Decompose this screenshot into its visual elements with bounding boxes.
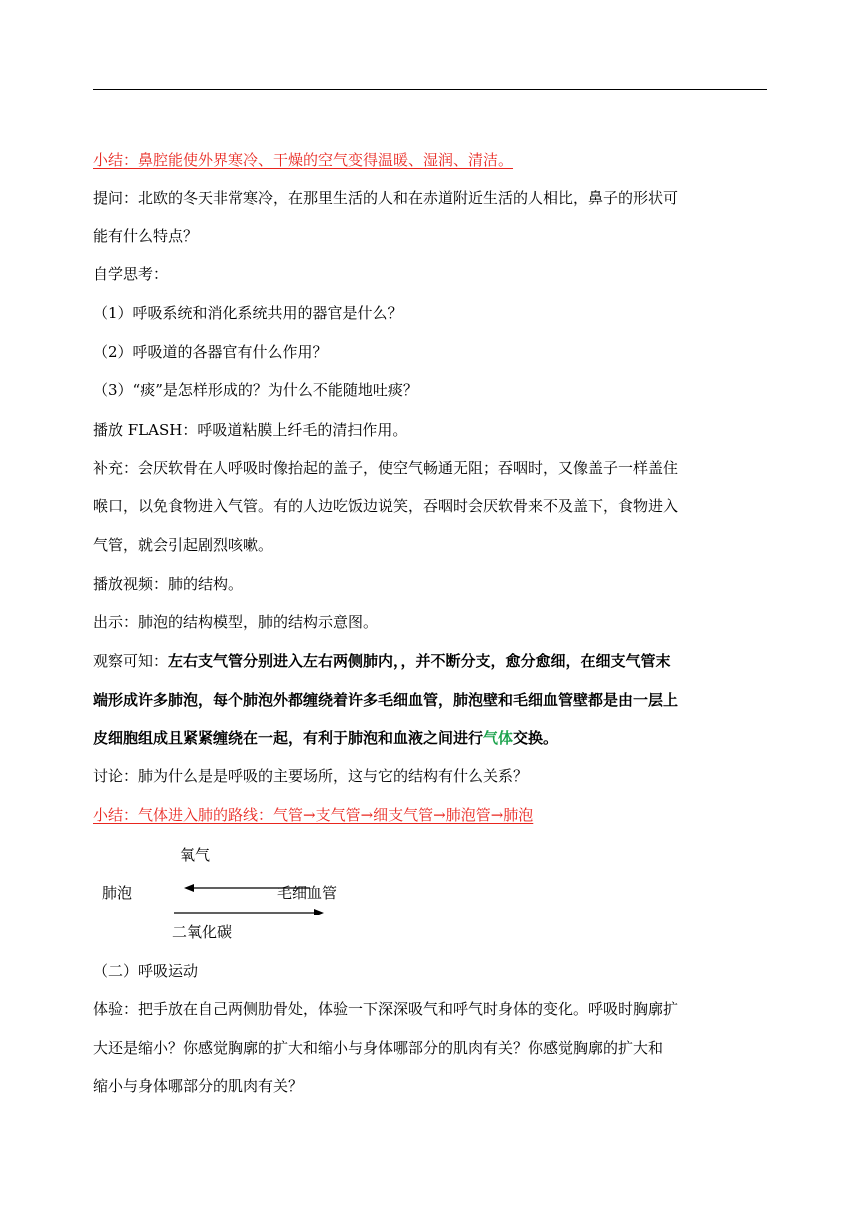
experience-line-3: 缩小与身体哪部分的肌肉有关？ [93, 1077, 304, 1095]
observe-gas-highlight: 气体 [483, 729, 514, 747]
observe-text-1: 左右支气管分别进入左右两侧肺内，，并不断分支，愈分愈细，在细支气管末 [168, 652, 671, 670]
self-study-title: 自学思考： [93, 265, 169, 283]
gas-exchange-arrows [170, 875, 330, 915]
oxygen-arrow-left [184, 884, 310, 892]
supplement-line-2: 喉口，以免食物进入气管。有的人边吃饭边说笑，吞咽时会厌软骨来不及盖下，食物进入 [93, 497, 679, 515]
diagram-oxygen-label: 氧气 [180, 846, 211, 864]
observe-text-3a: 皮细胞组成且紧紧缠绕在一起，有利于肺泡和血液之间进行 [93, 729, 484, 747]
summary-nasal: 小结：鼻腔能使外界寒冷、干燥的空气变得温暖、湿润、清洁。 [93, 151, 514, 169]
observe-line-3 [93, 728, 558, 748]
observe-line-2: 端形成许多肺泡，每个肺泡外都缠绕着许多毛细血管，肺泡壁和毛细血管壁都是由一层上 [93, 691, 679, 709]
experience-line-1: 体验：把手放在自己两侧肋骨处，体验一下深深吸气和呼气时身体的变化。呼吸时胸廓扩 [93, 1000, 679, 1018]
diagram-capillary-label: 毛细血管 [277, 884, 338, 902]
question-line-2: 能有什么特点？ [93, 227, 199, 245]
self-study-q2: （2）呼吸道的各器官有什么作用？ [93, 343, 328, 361]
flash-note: 播放 FLASH：呼吸道粘膜上纤毛的清扫作用。 [93, 421, 408, 439]
observe-text-3b: 交换。 [513, 729, 559, 747]
video-note: 播放视频：肺的结构。 [93, 575, 244, 593]
self-study-q3: （3）“痰”是怎样形成的？为什么不能随地吐痰？ [93, 381, 418, 399]
question-line-1: 提问：北欧的冬天非常寒冷，在那里生活的人和在赤道附近生活的人相比，鼻子的形状可 [93, 189, 679, 207]
observe-line-1 [93, 651, 671, 671]
experience-line-2: 大还是缩小？你感觉胸廓的扩大和缩小与身体哪部分的肌肉有关？你感觉胸廓的扩大和 [93, 1039, 664, 1057]
discussion-note: 讨论：肺为什么是是呼吸的主要场所，这与它的结构有什么关系？ [93, 767, 529, 785]
header-rule [93, 89, 767, 90]
self-study-q1: （1）呼吸系统和消化系统共用的器官是什么？ [93, 304, 403, 322]
show-note: 出示：肺泡的结构模型，肺的结构示意图。 [93, 613, 379, 631]
diagram-alveoli-label: 肺泡 [102, 884, 133, 902]
diagram-co2-label: 二氧化碳 [172, 923, 233, 941]
observe-prefix: 观察可知： [93, 652, 169, 670]
co2-arrow-right [174, 909, 324, 915]
supplement-line-3: 气管，就会引起剧烈咳嗽。 [93, 536, 274, 554]
summary-air-route: 小结：气体进入肺的路线：气管→支气管→细支气管→肺泡管→肺泡 [93, 806, 534, 824]
section-breathing-movement: （二）呼吸运动 [93, 962, 199, 980]
supplement-line-1: 补充：会厌软骨在人呼吸时像抬起的盖子，使空气畅通无阻；吞咽时，又像盖子一样盖住 [93, 459, 679, 477]
